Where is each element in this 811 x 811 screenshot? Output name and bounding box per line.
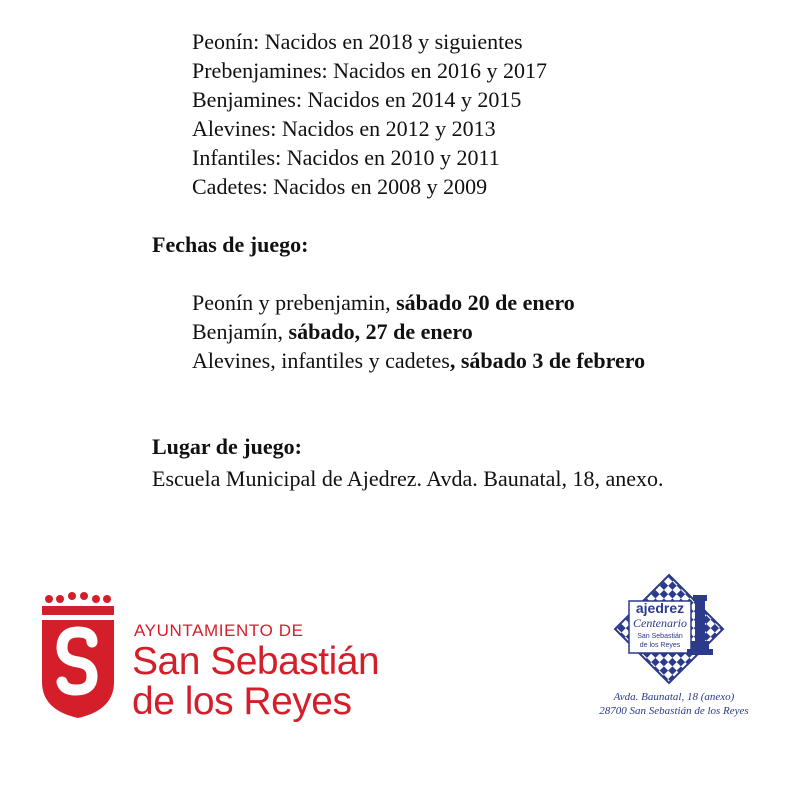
club-name-top: ajedrez xyxy=(635,600,685,616)
date-group: Peonín y prebenjamin, xyxy=(192,290,397,315)
category-list xyxy=(192,27,547,201)
club-name-sub2: de los Reyes xyxy=(639,642,681,649)
category-item: Cadetes: Nacidos en 2008 y 2009 xyxy=(192,174,488,199)
date-value: , sábado 3 de febrero xyxy=(449,348,646,373)
ayuntamiento-label: AYUNTAMIENTO DE xyxy=(134,621,304,640)
date-value: sábado 20 de enero xyxy=(396,290,575,315)
club-name-mid: Centenario xyxy=(633,616,687,630)
dates-heading: Fechas de juego: xyxy=(152,232,309,257)
place-text: Escuela Municipal de Ajedrez. Avda. Baunatal, 18, anexo. xyxy=(152,466,664,491)
date-item xyxy=(192,317,645,346)
category-item: Benjamines: Nacidos en 2014 y 2015 xyxy=(192,87,522,112)
category-item: Alevines: Nacidos en 2012 y 2013 xyxy=(192,116,496,141)
club-address-line2: 28700 San Sebastián de los Reyes xyxy=(599,705,749,717)
ayuntamiento-name-line2: de los Reyes xyxy=(132,680,352,723)
club-address xyxy=(585,690,763,718)
date-group: Alevines, infantiles y cadetes xyxy=(192,348,450,373)
club-name-sub1: San Sebastián xyxy=(637,633,683,640)
category-item: Infantiles: Nacidos en 2010 y 2011 xyxy=(192,145,500,170)
date-item xyxy=(192,288,645,317)
date-item xyxy=(192,346,645,375)
category-item: Prebenjamines: Nacidos en 2016 y 2017 xyxy=(192,58,547,83)
club-address-line1: Avda. Baunatal, 18 (anexo) xyxy=(613,691,735,703)
date-group: Benjamín, xyxy=(192,319,289,344)
dates-list xyxy=(192,288,645,375)
category-item: Peonín: Nacidos en 2018 y siguientes xyxy=(192,29,523,54)
ayuntamiento-name-line1: San Sebastián xyxy=(132,640,380,683)
place-heading: Lugar de juego: xyxy=(152,434,302,459)
chess-club-logo-icon xyxy=(613,573,725,685)
date-value: sábado, 27 de enero xyxy=(288,319,473,344)
